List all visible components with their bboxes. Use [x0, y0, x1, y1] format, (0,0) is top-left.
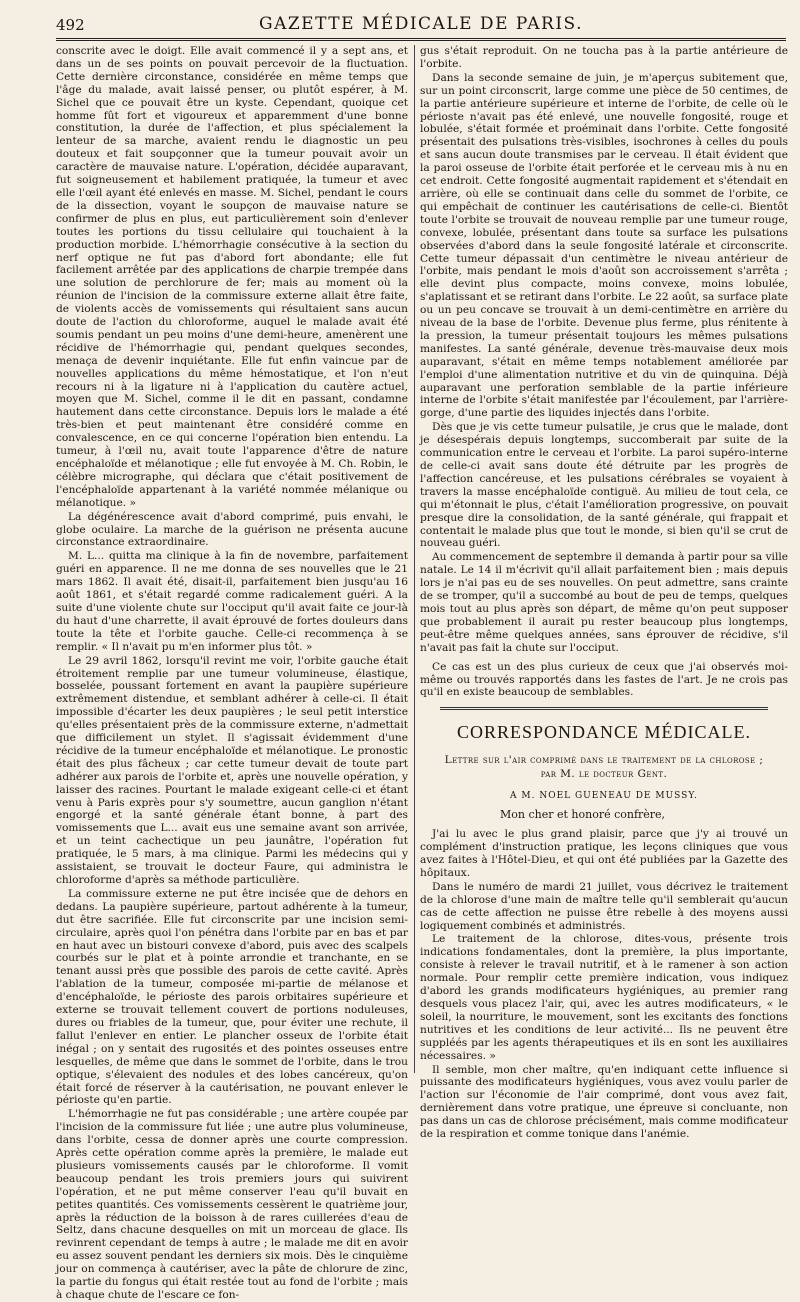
right-column	[420, 45, 788, 1141]
addressee: A M. NOEL GUENEAU DE MUSSY.	[510, 791, 698, 802]
journal-title: GAZETTE MÉDICALE DE PARIS.	[259, 14, 583, 34]
letter-paragraph-3: Le traitement de la chlorose, dites-vous, présente trois indications fondamentales, dont la première, la plus importante, consiste à relever le travail nutritif, et à le ramener à son action normale. Pour remplir cette première indication, vous indiquez d'abord les grands modificateurs hygiéniques, au premier rang desquels vous placez l'air, qui, avec les autres modificateurs, « le soleil, la nourriture, le mouvement, sont les excitants des fonctions nutritives et les conditions de leur activité... Ils ne peuvent être suppléés par les agents thérapeutiques et ils en sont les auxiliaires nécessaires. »	[420, 933, 788, 1062]
page-header	[56, 10, 786, 38]
letter-paragraph-1: J'ai lu avec le plus grand plaisir, parce que j'y ai trouvé un complément d'instruction pratique, les leçons cliniques que vous avez faites à l'Hôtel-Dieu, et qui ont été publiées par la Gazette des hôpitaux.	[420, 828, 788, 879]
right-paragraph-2: Dans la seconde semaine de juin, je m'aperçus subitement que, sur un point circonscrit, large comme une pièce de 50 centimes, de la partie antérieure supérieure et interne de l'orbite, de celle où le périoste n'avait pas été enlevé, une nouvelle fongosité, rouge et lobulée, s'était formée et proéminait dans l'orbite. Cette fongosité présentait des pulsations très-visibles, isochrones à celles du pouls et sans aucun doute transmises par le cerveau. Il était évident que la paroi osseuse de l'orbite était perforée et le cerveau mis à nu en cet endroit. Cette fongosité augmentait rapidement et s'étendait en arrière, où elle se continuait dans celle du sommet de l'orbite, ce qui empêchait de continuer les cautérisations de celle-ci. Bientôt toute l'orbite se trouvait de nouveau remplie par une tumeur rouge, convexe, lobulée, présentant dans toute sa surface les pulsations observées d'abord dans la seule fongosité latérale et circonscrite. Cette tumeur dépassait d'un centimètre le niveau antérieur de l'orbite, mais pendant le mois d'août son accroissement s'arrêta ; elle devint plus compacte, moins convexe, moins lobulée, s'aplatissant et se retirant dans l'orbite. Le 22 août, sa surface plate ou un peu concave se trouvait à un demi-centimètre en arrière du niveau de la base de l'orbite. Devenue plus ferme, plus rénitente à la pression, la tumeur présentait toujours les mêmes pulsations manifestes. La santé générale, devenue très-mauvaise deux mois auparavant, s'était en même temps notablement améliorée par l'emploi d'une alimentation nutritive et du vin de quinquina. Déjà auparavant une perforation semblable de la partie inférieure interne de l'orbite s'était manifestée par l'écoulement, par l'arrière-gorge, d'une partie des liquides injectés dans l'orbite.	[420, 71, 788, 420]
left-paragraph-2: La dégénérescence avait d'abord comprimé, puis envahi, le globe oculaire. La marche de la guérison ne présenta aucune circonstance extraordinaire.	[56, 510, 408, 549]
page-number: 492	[56, 16, 85, 34]
right-paragraph-3: Dès que je vis cette tumeur pulsatile, je crus que le malade, dont je désespérais depuis longtemps, succomberait par suite de la communication entre le cerveau et l'orbite. La paroi supéro-interne de celle-ci avait sans doute été détruite par les progrès de l'affection cancéreuse, et les pulsations cérébrales se voyaient à travers la masse encéphaloïde contiguë. Au milieu de tout cela, ce qui m'étonnait le plus, c'était l'amélioration progressive, on pouvait presque dire la consolidation, de la santé générale, qui frappait et contentait le malade plus que tout le monde, si bien qu'il se crut de nouveau guéri.	[420, 421, 788, 550]
right-paragraph-1: gus s'était reproduit. On ne toucha pas à la partie antérieure de l'orbite.	[420, 45, 788, 70]
closing-paragraph: Ce cas est un des plus curieux de ceux que j'ai observés moi-même ou trouvés rapportés dans les fastes de l'art. Je ne crois pas qu'il en existe beaucoup de semblables.	[420, 660, 788, 699]
left-paragraph-3: M. L... quitta ma clinique à la fin de novembre, parfaitement guéri en apparence. Il ne me donna de ses nouvelles que le 21 mars 1862. Il avait été, disait-il, parfaitement bien jusqu'au 16 août 1861, et s'était regardé comme radicalement guéri. A la suite d'une violente chute sur l'occiput qu'il avait faite ce jour-là du haut d'une charrette, il avait éprouvé de fortes douleurs dans toute la tête et l'orbite gauche. Celle-ci recommença à se remplir. « Il n'avait pu m'en informer plus tôt. »	[56, 550, 408, 653]
salutation: Mon cher et honoré confrère,	[500, 808, 666, 822]
letter-title-line-2: par M. le docteur Gent.	[540, 768, 668, 781]
section-rule	[440, 707, 768, 710]
section-title: CORRESPONDANCE MÉDICALE.	[456, 722, 752, 743]
left-paragraph-5: La commissure externe ne put être incisée que de dehors en dedans. La paupière supérieure, partout adhérente à la tumeur, dut être sacrifiée. Elle fut circonscrite par une incision semi-circulaire, après quoi l'on pénétra dans l'orbite par en bas et par en haut avec un bistouri convexe d'abord, puis avec des scalpels courbés sur le plat et à pointe arrondie et tranchante, en se tenant aussi près que possible des parois de cette cavité. Après l'ablation de la tumeur, composée mi-partie de mélanose et d'encéphaloïde, le périoste des parois orbitaires supérieure et externe se trouvait tellement couvert de portions noduleuses, dures ou friables de la tumeur, que, pour éviter une rechute, il fallut l'enlever en entier. Le plancher osseux de l'orbite était inégal ; on y sentait des rugosités et des pointes osseuses entre lesquelles, de même que dans le sommet de l'orbite, dans le trou optique, s'élevaient des nodules et des lobes cancéreux, qu'on était forcé de réserver à la cautérisation, ne pouvant enlever le périoste qu'en partie.	[56, 887, 408, 1107]
left-column	[56, 45, 408, 1301]
column-divider	[414, 45, 415, 1073]
left-paragraph-1: conscrite avec le doigt. Elle avait commencé il y a sept ans, et dans un de ses points on pouvait percevoir de la fluctuation. Cette dernière circonstance, considérée en même temps que l'âge du malade, avait laissé penser, ou plutôt espérer, à M. Sichel que ce pouvait être un kyste. Cependant, quoique cet homme fût fort et vigoureux et apparemment d'une bonne constitution, la durée de l'affection, et plus spécialement la lenteur de sa marche, avaient rendu le diagnostic un peu douteux et fait soupçonner que la tumeur pouvait avoir un caractère de mauvaise nature. L'opération, décidée auparavant, fut soigneusement et habilement pratiquée, la tumeur et avec elle l'œil ayant été enlevés en masse. M. Sichel, pendant le cours de la dissection, voyant le soupçon de mauvaise nature se confirmer de plus en plus, eut particulièrement soin d'enlever toutes les portions du tissu cellulaire qui touchaient à la production morbide. L'hémorrhagie consécutive à la section du nerf optique ne fut pas d'abord fort abondante; elle fut facilement arrêtée par des applications de charpie trempée dans une solution de perchlorure de fer; mais au moment où la réunion de l'incision de la commissure externe allait être faite, de violents accès de vomissements qui résultaient sans aucun doute de l'action du chloroforme, auquel le malade avait été soumis pendant un peu moins d'une demi-heure, amenèrent une récidive de l'hémorrhagie qui, pendant quelques secondes, menaça de devenir inquiétante. Elle fut enfin vaincue par de nouvelles applications du même hémostatique, et l'on n'eut recours ni à la ligature ni à l'application du cautère actuel, moyen que M. Sichel, comme il le dit en passant, condamne hautement dans cette circonstance. Depuis lors le malade a été très-bien et peut maintenant être considéré comme en convalescence, en ce qui concerne l'opération bien entendu. La tumeur, à l'œil nu, avait toute l'apparence d'être de nature encéphaloïde et mélanotique ; elle fut envoyée à M. Ch. Robin, le célèbre micrographe, qui déclara que c'était positivement de l'encéphaloïde appartenant à la variété nommée mélanique ou mélanotique. »	[56, 45, 408, 509]
header-rule	[56, 38, 786, 41]
left-paragraph-4: Le 29 avril 1862, lorsqu'il revint me voir, l'orbite gauche était étroitement remplie par une tumeur volumineuse, élastique, bosselée, poussant fortement en avant la paupière supérieure extrêmement distendue, et semblant adhérer à celle-ci. Il était impossible d'écarter les deux paupières ; le seul petit interstice qu'elles présentaient près de la commissure externe, n'admettait que difficilement un stylet. Il s'agissait évidemment d'une récidive de la tumeur encéphaloïde et mélanotique. Le pronostic était des plus fâcheux ; car cette tumeur devait de toute part adhérer aux parois de l'orbite et, après une nouvelle opération, y laisser des racines. Pourtant le malade exigeant celle-ci et étant venu à Paris exprès pour s'y soumettre, aucun ganglion n'étant engorgé et la santé générale étant bonne, à part des vomissements que L... avait eus une semaine avant son arrivée, et un teint cachectique un peu jaunâtre, l'opération fut pratiquée, le 5 mars, à ma clinique. Parmi les médecins qui y assistaient, se trouvait le docteur Faure, qui administra le chloroforme d'après sa méthode particulière.	[56, 654, 408, 886]
letter-paragraph-2: Dans le numéro de mardi 21 juillet, vous décrivez le traitement de la chlorose d'une main de maître telle qu'il semblerait qu'aucun cas de cette affection ne puisse être rebelle à des moyens aussi logiquement combinés et administrés.	[420, 880, 788, 932]
letter-title-line-1: Lettre sur l'air comprimé dans le traitement de la chlorose ;	[444, 754, 764, 767]
right-paragraph-4: Au commencement de septembre il demanda à partir pour sa ville natale. Le 14 il m'écrivit qu'il allait parfaitement bien ; mais depuis lors je n'ai pas eu de ses nouvelles. On peut admettre, sans crainte de se tromper, qu'il a succombé au bout de peu de temps, quelques mois tout au plus après son départ, de même qu'on peut supposer que probablement il aurait pu rester beaucoup plus longtemps, peut-être même quelques années, sans éprouver de récidive, s'il n'avait pas fait la chute sur l'occiput.	[420, 551, 788, 654]
left-paragraph-6: L'hémorrhagie ne fut pas considérable ; une artère coupée par l'incision de la commissure fut liée ; une autre plus volumineuse, dans l'orbite, cessa de donner après une courte compression. Après cette opération comme après la première, le malade eut plusieurs vomissements causés par le chloroforme. Il vomit beaucoup pendant les trois premiers jours qui suivirent l'opération, et ne put même conserver l'eau qu'il buvait en petites quantités. Ces vomissements cessèrent le quatrième jour, après la réduction de la boisson à de rares cuillerées d'eau de Seltz, dans chacune desquelles on mit un morceau de glace. Ils revinrent cependant de temps à autre ; le malade me dit en avoir eu assez souvent pendant les derniers six mois. Dès le cinquième jour on commença à cautériser, avec la pâte de chlorure de zinc, la partie du fongus qui était restée tout au fond de l'orbite ; mais à chaque chute de l'escare ce fon-	[56, 1108, 408, 1301]
letter-paragraph-4: Il semble, mon cher maître, qu'en indiquant cette influence si puissante des modificateurs hygiéniques, vous avez voulu parler de l'action sur l'économie de l'air comprimé, dont vous avez fait, dernièrement dans votre pratique, une épreuve si concluante, non pas dans un cas de chlorose précisément, mais comme modificateur de la respiration et comme tonique dans l'anémie.	[420, 1063, 788, 1141]
